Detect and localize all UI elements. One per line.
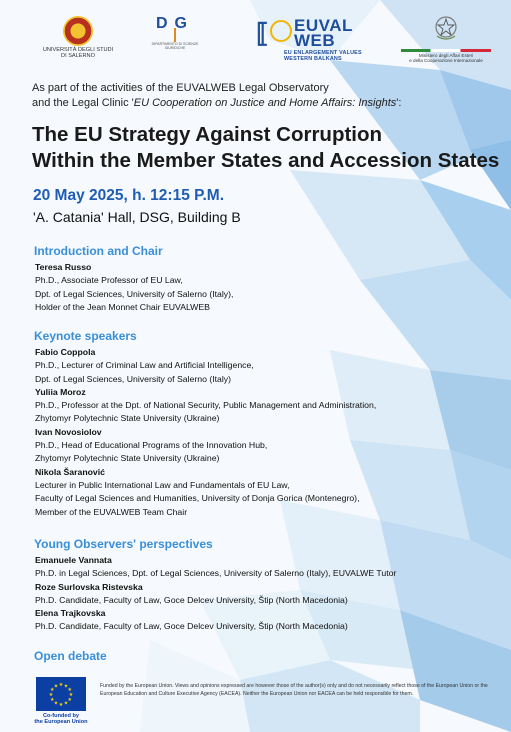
speaker-affiliation: Dpt. of Legal Sciences, University of Salerno (Italy) (35, 373, 232, 384)
speaker-name: Nikola Šaranović (35, 466, 106, 477)
euvalweb-logo (256, 14, 406, 62)
eu-flag-icon (36, 677, 86, 711)
speaker-name: Emanuele Vannata (35, 555, 112, 565)
speaker-affiliation: Lecturer in Public International Law and Fundamentals of EU Law, (35, 479, 290, 490)
svg-text:★: ★ (63, 700, 69, 707)
university-salerno-logo (38, 16, 118, 60)
svg-text:★: ★ (67, 687, 72, 693)
intro-line2-suffix: ': (396, 97, 402, 109)
svg-text:★: ★ (53, 700, 59, 707)
section-heading-intro-chair: Introduction and Chair (34, 244, 163, 258)
speaker-name: Yuliia Moroz (35, 386, 86, 397)
intro-text (32, 81, 492, 111)
young-observers-list (35, 554, 396, 634)
speaker-affiliation: Zhytomyr Polytechnic State University (Ukraine) (35, 453, 220, 464)
euvalweb-name-line2: WEB (294, 31, 336, 50)
svg-text:★: ★ (67, 697, 72, 703)
eu-stars-icon (41, 679, 81, 709)
event-title-line2: Within the Member States and Accession States (32, 149, 500, 172)
intro-line2 (32, 96, 492, 111)
cofunded-line2: the European Union (34, 719, 88, 726)
speaker-name: Fabio Coppola (35, 347, 96, 357)
svg-text:★: ★ (58, 682, 64, 688)
euvalweb-tagline-line1: EU ENLARGEMENT VALUES (284, 50, 362, 56)
speaker-name: Ivan Novosiolov (35, 426, 102, 437)
section-heading-young-observers: Young Observers' perspectives (34, 537, 213, 551)
legal-clinic-name: EU Cooperation on Justice and Home Affairs: Insights (133, 97, 397, 109)
cofunded-line1: Co-funded by (42, 713, 80, 719)
speaker-name: Teresa Russo (35, 262, 92, 272)
speaker-affiliation: Ph.D. Candidate, Faculty of Law, Goce Delcev University, Štip (North Macedonia) (35, 621, 348, 632)
section-heading-open-debate: Open debate (34, 649, 107, 663)
dsg-mark-left: D (155, 15, 175, 32)
speaker-affiliation: Ph.D., Associate Professor of EU Law, (35, 275, 183, 286)
svg-text:★: ★ (50, 687, 55, 693)
speaker-affiliation: Member of the EUVALWEB Team Chair (35, 506, 188, 517)
speaker-affiliation: Ph.D., Lecturer of Criminal Law and Artificial Intelligence, (35, 360, 254, 371)
speaker-name: Elena Trajkovska (35, 608, 106, 619)
speaker-affiliation: Dpt. of Legal Sciences, University of Salerno (Italy), (35, 288, 234, 299)
ministry-foreign-affairs-logo (400, 14, 492, 64)
speaker-affiliation: Ph.D., Head of Educational Programs of the Innovation Hub, (35, 440, 268, 451)
italian-emblem-icon (433, 14, 459, 42)
svg-text:★: ★ (58, 702, 64, 708)
svg-text:★: ★ (68, 692, 74, 698)
dsg-logo (150, 16, 200, 51)
cofunded-label (28, 713, 94, 726)
university-place: DI SALERNO (61, 52, 95, 59)
speaker-affiliation: Zhytomyr Polytechnic State University (Ukraine) (35, 413, 220, 424)
atom-icon (270, 20, 292, 42)
italian-flag-stripe (401, 49, 491, 52)
svg-text:★: ★ (63, 683, 69, 690)
speaker-affiliation: Holder of the Jean Monnet Chair EUVALWEB (35, 301, 210, 312)
keynote-list (35, 346, 376, 519)
intro-line1: As part of the activities of the EUVALWEB Legal Observatory (32, 82, 329, 94)
event-title-line1: The EU Strategy Against Corruption (32, 123, 383, 146)
speaker-affiliation: Ph.D. in Legal Sciences, Dpt. of Legal Sciences, University of Salerno (Italy), EUVALWE Tutor (35, 568, 397, 579)
ministry-name-line1: Ministero degli Affari Esteri (418, 53, 474, 58)
dsg-mark-right: G (174, 15, 194, 32)
event-date-time: 20 May 2025, h. 12:15 P.M. (33, 187, 224, 204)
event-venue: 'A. Catania' Hall, DSG, Building B (33, 209, 241, 225)
speaker-affiliation: Faculty of Legal Sciences and Humanities, University of Donja Gorica (Montenegro), (35, 493, 360, 504)
university-seal-icon (63, 16, 93, 46)
speaker-affiliation: Ph.D., Professor at the Dpt. of National Security, Public Management and Administration, (35, 400, 377, 411)
speaker-name: Roze Surlovska Ristevska (35, 581, 143, 592)
event-title (32, 122, 507, 174)
svg-text:★: ★ (50, 697, 55, 703)
euvalweb-tagline-line2: WESTERN BALKANS (284, 56, 342, 62)
intro-line2-prefix: and the Legal Clinic ' (32, 97, 134, 109)
intro-chair-list (35, 261, 233, 314)
svg-text:★: ★ (48, 692, 54, 698)
euvalweb-e-mark-icon: ⟦ (256, 18, 269, 48)
section-heading-keynote: Keynote speakers (34, 329, 137, 343)
university-name: UNIVERSITÀ DEGLI STUDI (42, 47, 114, 53)
dsg-caption: DIPARTIMENTO DI SCIENZE GIURIDICHE (151, 42, 199, 50)
svg-text:★: ★ (53, 683, 59, 690)
ministry-name-line2: e della Cooperazione Internazionale (409, 58, 483, 64)
eu-disclaimer: Funded by the European Union. Views and opinions expressed are however those of the author(s) only and do not necessarily reflect those of the European Union or the European Education and Culture Executive Agency (EACEA). Neither the European Union nor EACEA can be held responsible for them. (100, 683, 488, 697)
speaker-affiliation: Ph.D. Candidate, Faculty of Law, Goce Delcev University, Štip (North Macedonia) (35, 594, 348, 605)
euvalweb-name-line1: EUVAL (294, 16, 353, 35)
